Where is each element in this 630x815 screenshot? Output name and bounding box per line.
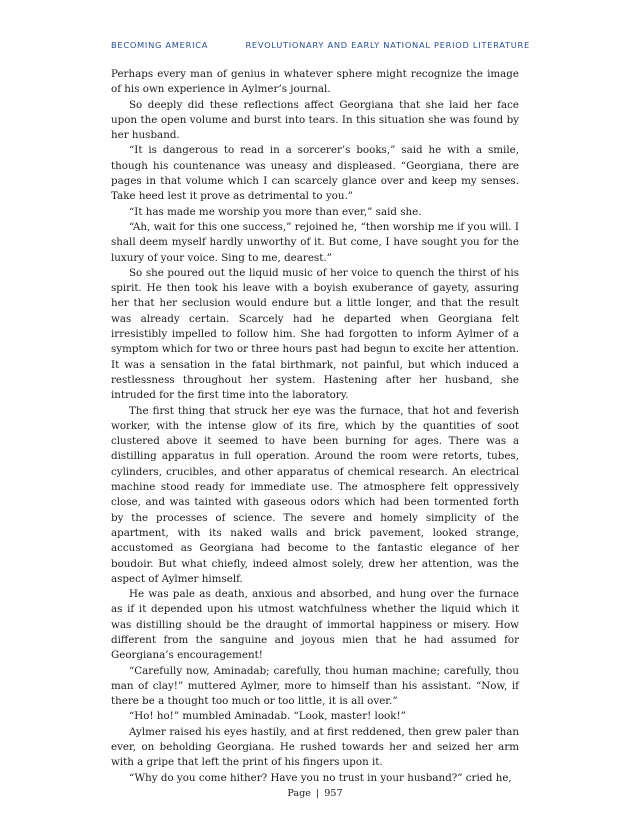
body-text — [111, 67, 519, 786]
page-footer — [0, 788, 630, 799]
paragraph: So she poured out the liquid music of her voice to quench the thirst of his spirit. He then took his leave with a boyish exuberance of gayety, assuring her that her seclusion would endure but a little longer, and that the result was already certain. Scarcely had he departed when Georgiana felt irresistibly impelled to follow him. She had forgotten to inform Aylmer of a symptom which for two or three hours past had begun to excite her attention. It was a sensation in the fatal birthmark, not painful, but which induced a restlessness throughout her system. Hastening after her husband, she intruded for the first time into the laboratory. — [111, 266, 519, 402]
paragraph: “It has made me worship you more than ever,” said she. — [129, 205, 422, 218]
page-label: Page — [287, 788, 311, 799]
page-separator: | — [316, 788, 320, 799]
section-title: REVOLUTIONARY AND EARLY NATIONAL PERIOD LITERATURE — [245, 40, 530, 50]
paragraph: “It is dangerous to read in a sorcerer’s books,” said he with a smile, though his countenance was uneasy and displeased. “Georgiana, there are pages in that volume which I can scarcely glance over and keep my senses. Take heed lest it prove as detrimental to you.” — [111, 144, 519, 203]
running-header — [111, 40, 531, 50]
paragraph: Perhaps every man of genius in whatever sphere might recognize the image of his own experience in Aylmer’s journal. — [111, 68, 519, 96]
paragraph: The first thing that struck her eye was the furnace, that hot and feverish worker, with the intense glow of its fire, which by the quantities of soot clustered above it seemed to have been burning for ages. There was a distilling apparatus in full operation. Around the room were retorts, tubes, cylinders, crucibles, and other apparatus of chemical research. An electrical machine stood ready for immediate use. The atmosphere felt oppressively close, and was tainted with gaseous odors which had been tormented forth by the processes of science. The severe and homely simplicity of the apartment, with its naked walls and brick pavement, looked strange, accustomed as Georgiana had become to the fantastic elegance of her boudoir. But what chiefly, indeed almost solely, drew her attention, was the aspect of Aylmer himself. — [111, 404, 519, 585]
paragraph: “Why do you come hither? Have you no trust in your husband?” cried he, — [129, 771, 512, 784]
paragraph: “Ho! ho!” mumbled Aminadab. “Look, master! look!” — [129, 710, 406, 723]
paragraph: Aylmer raised his eyes hastily, and at first reddened, then grew paler than ever, on beholding Georgiana. He rushed towards her and seized her arm with a gripe that left the print of his fingers upon it. — [111, 725, 519, 769]
paragraph: “Ah, wait for this one success,” rejoined he, “then worship me if you will. I shall deem myself hardly unworthy of it. But come, I have sought you for the luxury of your voice. Sing to me, dearest.” — [111, 220, 519, 264]
paragraph: So deeply did these reflections affect Georgiana that she laid her face upon the open volume and burst into tears. In this situation she was found by her husband. — [111, 98, 519, 142]
page-number: 957 — [324, 788, 343, 799]
paragraph: He was pale as death, anxious and absorbed, and hung over the furnace as if it depended upon his utmost watchfulness whether the liquid which it was distilling should be the draught of immortal happiness or misery. How different from the sanguine and joyous mien that he had assumed for Georgiana’s encouragement! — [111, 588, 519, 662]
paragraph: “Carefully now, Aminadab; carefully, thou human machine; carefully, thou man of clay!” muttered Aylmer, more to himself than his assistant. “Now, if there be a thought too much or too little, it is all over.” — [111, 664, 519, 708]
book-title: BECOMING AMERICA — [111, 40, 209, 50]
